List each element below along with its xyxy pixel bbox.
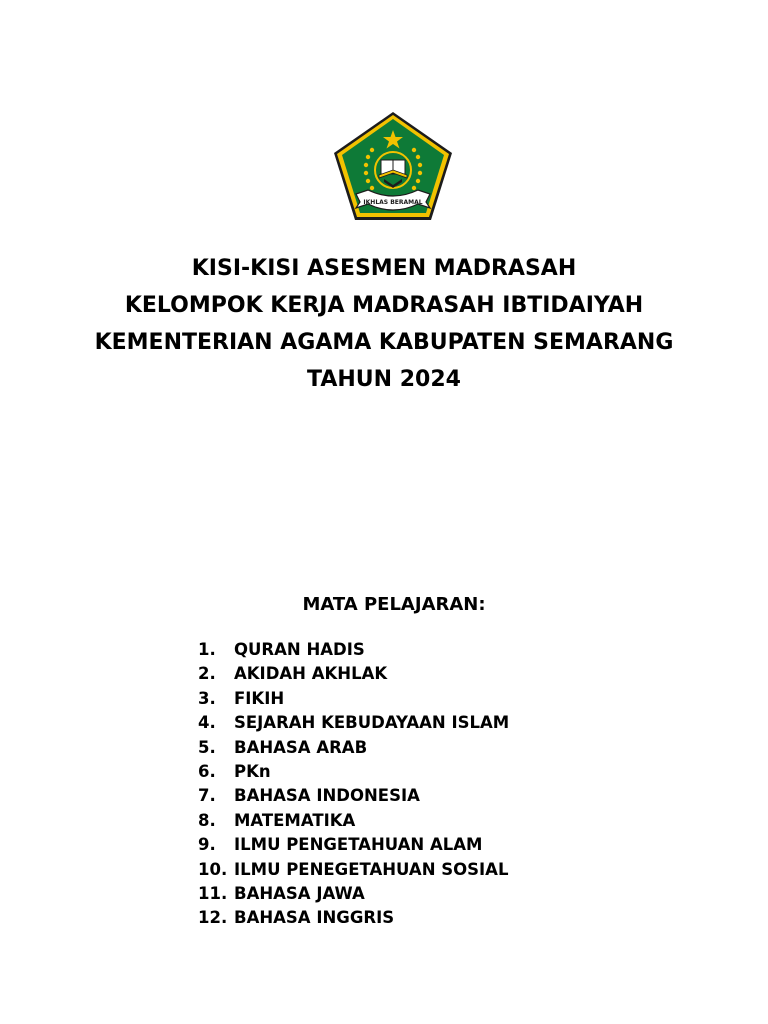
list-item bbox=[198, 858, 509, 882]
list-item-label: MATEMATIKA bbox=[234, 810, 356, 830]
document-title bbox=[0, 250, 768, 398]
list-item-number: 7. bbox=[198, 786, 216, 806]
list-item-label: SEJARAH KEBUDAYAAN ISLAM bbox=[234, 713, 510, 733]
list-item bbox=[198, 906, 509, 930]
list-item-label: ILMU PENEGETAHUAN SOSIAL bbox=[234, 859, 509, 879]
list-item-number: 4. bbox=[198, 713, 216, 733]
list-item bbox=[198, 882, 509, 906]
list-item-number: 11. bbox=[198, 883, 228, 903]
list-item-number: 5. bbox=[198, 737, 216, 757]
list-item-number: 3. bbox=[198, 688, 216, 708]
title-line-3: KEMENTERIAN AGAMA KABUPATEN SEMARANG bbox=[94, 330, 674, 355]
list-item-number: 9. bbox=[198, 835, 216, 855]
title-line-1: KISI-KISI ASESMEN MADRASAH bbox=[191, 256, 577, 281]
list-item bbox=[198, 784, 509, 808]
list-item-label: ILMU PENGETAHUAN ALAM bbox=[234, 835, 483, 855]
list-item bbox=[198, 736, 509, 760]
title-line-4: TAHUN 2024 bbox=[307, 367, 461, 392]
list-item-label: QURAN HADIS bbox=[234, 640, 365, 659]
list-item-label: BAHASA INGGRIS bbox=[234, 908, 395, 928]
list-item bbox=[198, 760, 509, 784]
list-item-number: 12. bbox=[198, 908, 228, 928]
kemenag-emblem-icon bbox=[332, 110, 454, 222]
list-item-number: 10. bbox=[198, 859, 228, 879]
list-item-label: FIKIH bbox=[234, 688, 285, 708]
subject-list bbox=[198, 638, 509, 931]
list-item bbox=[198, 809, 509, 833]
list-item-label: AKIDAH AKHLAK bbox=[234, 664, 388, 684]
list-item-number: 6. bbox=[198, 761, 216, 781]
list-item bbox=[198, 638, 509, 662]
list-item-label: BAHASA INDONESIA bbox=[234, 786, 420, 806]
subjects-heading: MATA PELAJARAN: bbox=[302, 594, 486, 615]
list-item-number: 1. bbox=[198, 640, 216, 659]
list-item bbox=[198, 662, 509, 686]
list-item-number: 2. bbox=[198, 664, 216, 684]
list-item bbox=[198, 833, 509, 857]
list-item bbox=[198, 687, 509, 711]
list-item-label: BAHASA JAWA bbox=[234, 883, 365, 903]
logo-ribbon-text: IKHLAS BERAMAL bbox=[363, 199, 423, 206]
list-item-number: 8. bbox=[198, 810, 216, 830]
list-item-label: BAHASA ARAB bbox=[234, 737, 368, 757]
list-item-label: PKn bbox=[234, 761, 271, 781]
title-line-2: KELOMPOK KERJA MADRASAH IBTIDAIYAH bbox=[124, 293, 644, 318]
list-item bbox=[198, 711, 509, 735]
